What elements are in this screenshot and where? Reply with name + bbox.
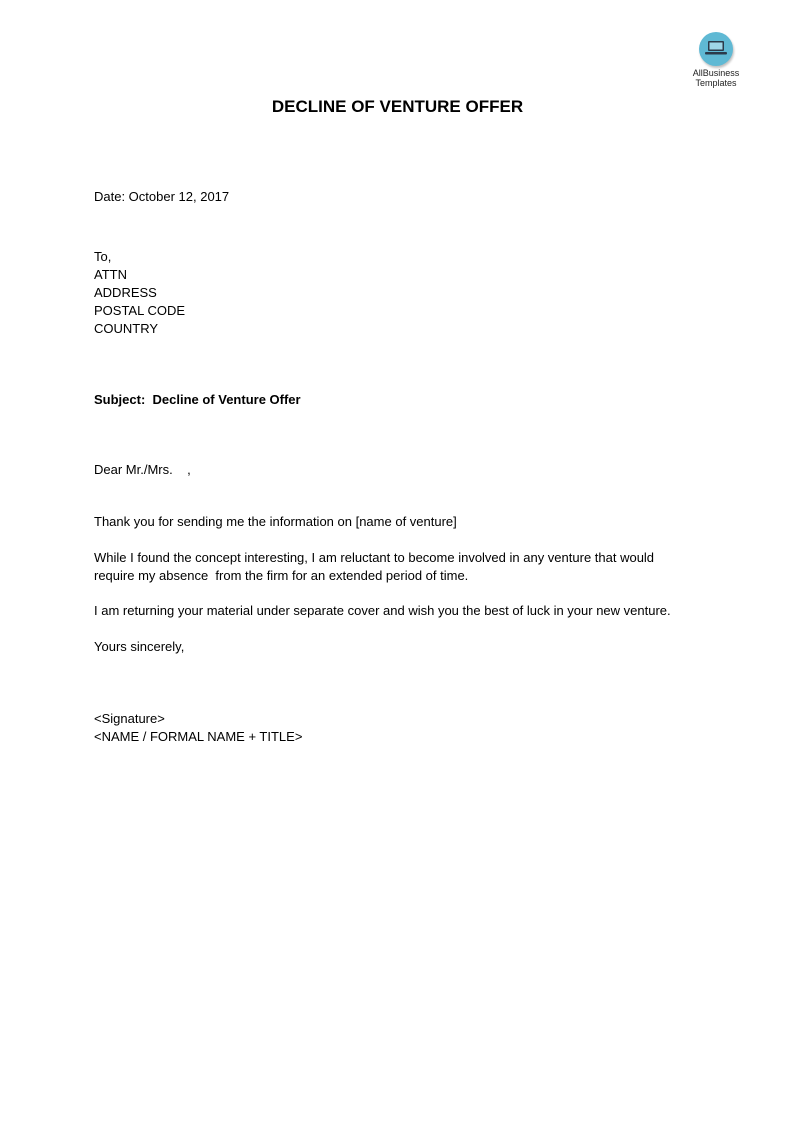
body-paragraph-1: Thank you for sending me the information on [name of venture] — [94, 514, 457, 529]
recipient-attn: ATTN — [94, 267, 127, 282]
body-paragraph-3: I am returning your material under separate cover and wish you the best of luck in your new venture. — [94, 603, 671, 618]
recipient-address: ADDRESS — [94, 285, 157, 300]
logo-text-line1: AllBusiness — [692, 68, 740, 78]
name-title-placeholder: <NAME / FORMAL NAME + TITLE> — [94, 729, 303, 744]
document-title — [0, 97, 793, 117]
salutation: Dear Mr./Mrs. , — [94, 462, 191, 477]
body-paragraph-2-line-2: require my absence from the firm for an extended period of time. — [94, 568, 469, 583]
date-line: Date: October 12, 2017 — [94, 189, 230, 204]
recipient-postal-code: POSTAL CODE — [94, 303, 186, 318]
signature-placeholder: <Signature> — [94, 711, 165, 726]
body-paragraph-2-line-1: While I found the concept interesting, I am reluctant to become involved in any venture that would — [94, 550, 655, 565]
recipient-country: COUNTRY — [94, 321, 159, 336]
recipient-to: To, — [94, 249, 112, 264]
laptop-icon — [699, 32, 733, 66]
document-title-text: DECLINE OF VENTURE OFFER — [271, 97, 524, 116]
subject-line: Subject: Decline of Venture Offer — [94, 392, 301, 407]
brand-logo — [680, 32, 752, 88]
closing-line: Yours sincerely, — [94, 639, 185, 654]
logo-text-line2: Templates — [695, 78, 737, 88]
